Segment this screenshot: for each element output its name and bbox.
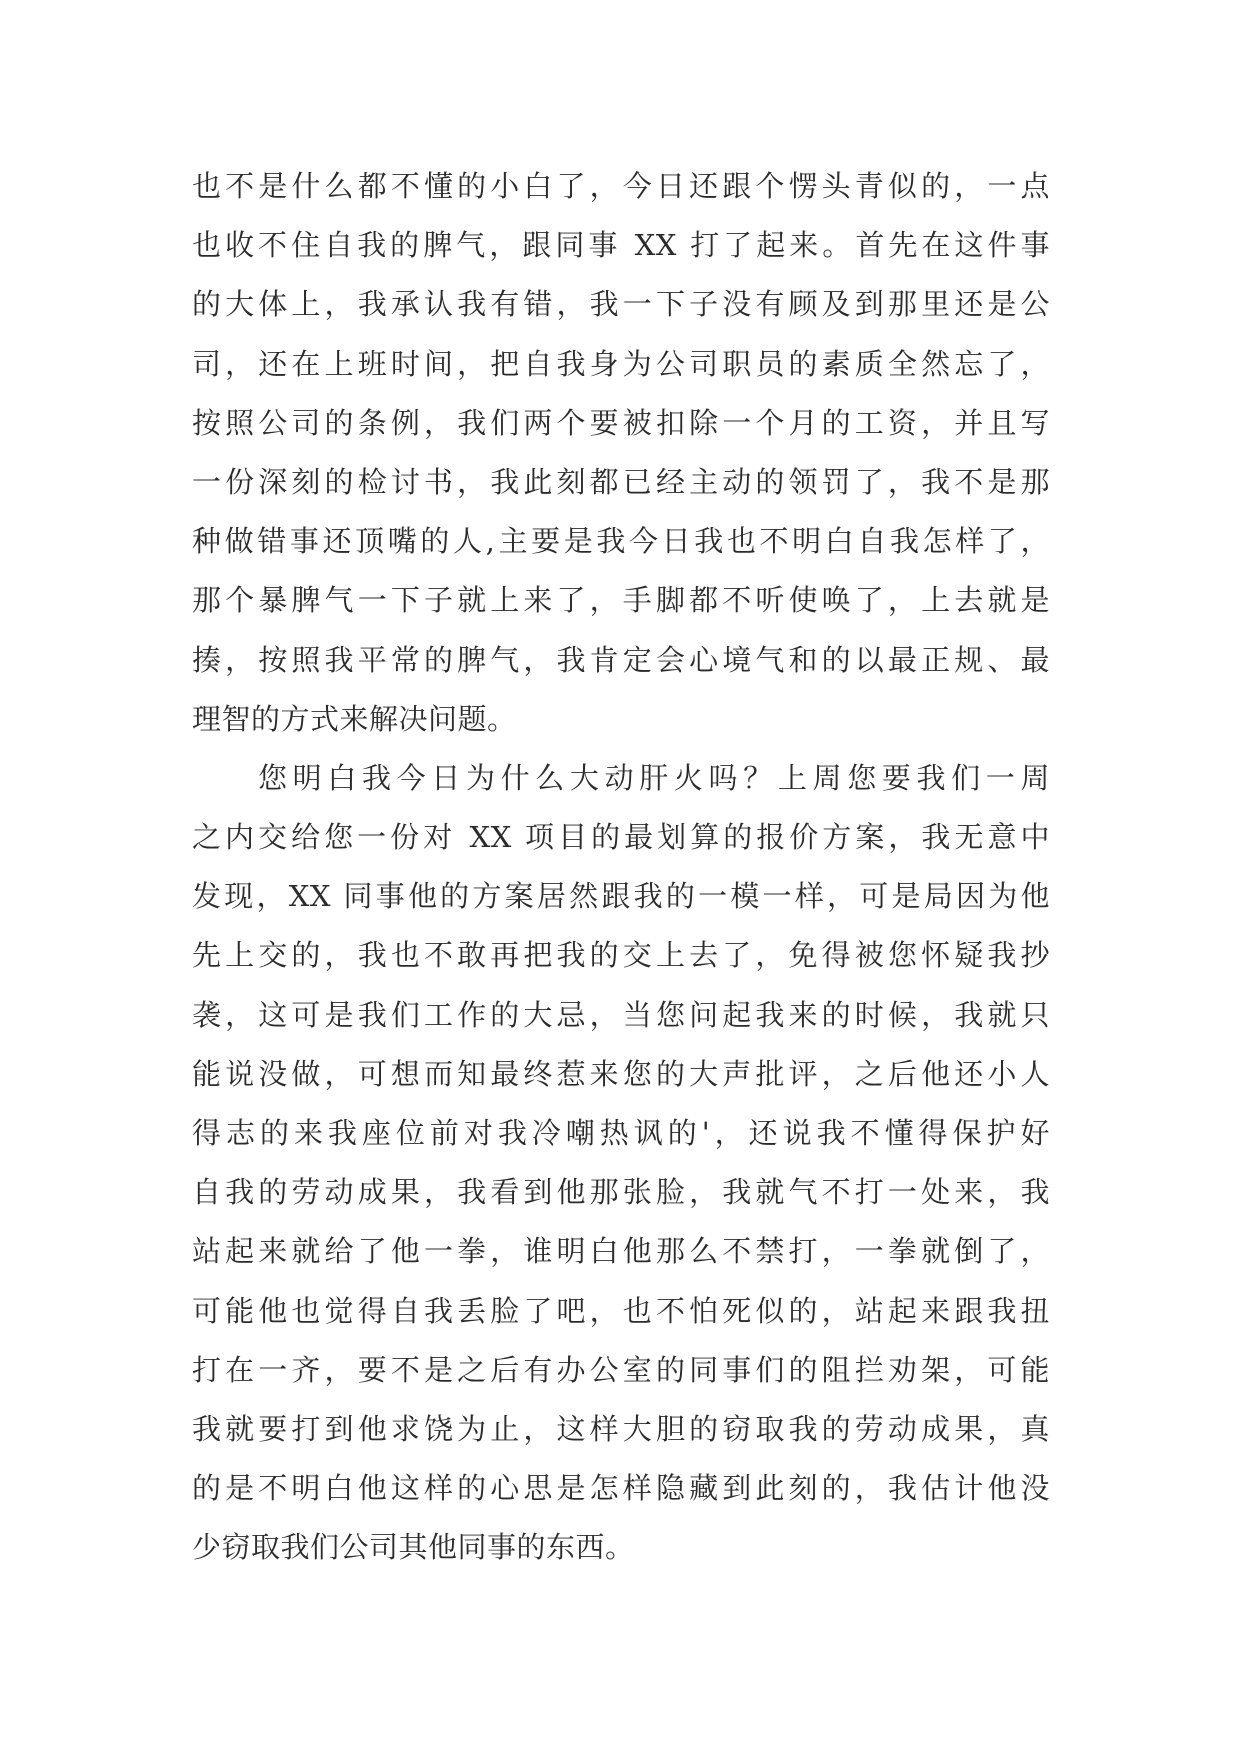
paragraph-2-line-4: 先上交的，我也不敢再把我的交上去了，免得被您怀疑我抄 bbox=[192, 938, 1050, 973]
paragraph-2-line-13: 的是不明白他这样的心思是怎样隐藏到此刻的，我估计他没 bbox=[192, 1471, 1050, 1506]
paragraph-2-line-10: 可能他也觉得自我丢脸了吧，也不怕死似的，站起来跟我扭 bbox=[192, 1293, 1050, 1328]
paragraph-1-line-10: 理智的方式来解决问题。 bbox=[192, 701, 517, 736]
paragraph-2-line-9: 站起来就给了他一拳，谁明白他那么不禁打，一拳就倒了， bbox=[192, 1234, 1050, 1269]
paragraph-1-line-9: 揍，按照我平常的脾气，我肯定会心境气和的以最正规、最 bbox=[192, 642, 1050, 677]
paragraph-2-line-3: 发现，XX 同事他的方案居然跟我的一模一样，可是局因为他 bbox=[192, 879, 1050, 914]
paragraph-2-line-7: 得志的来我座位前对我冷嘲热讽的'，还说我不懂得保护好 bbox=[192, 1116, 1050, 1150]
paragraph-2-line-12: 我就要打到他求饶为止，这样大胆的窃取我的劳动成果，真 bbox=[192, 1411, 1050, 1446]
paragraph-1-line-5: 按照公司的条例，我们两个要被扣除一个月的工资，并且写 bbox=[192, 405, 1050, 440]
paragraph-1-line-8: 那个暴脾气一下子就上来了，手脚都不听使唤了，上去就是 bbox=[192, 583, 1050, 618]
paragraph-2-line-1: 您明白我今日为什么大动肝火吗？上周您要我们一周 bbox=[258, 760, 1050, 795]
paragraph-2-line-14: 少窃取我们公司其他同事的东西。 bbox=[192, 1530, 635, 1565]
paragraph-1-line-1: 也不是什么都不懂的小白了，今日还跟个愣头青似的，一点 bbox=[192, 169, 1050, 203]
document-body bbox=[192, 157, 1050, 1578]
paragraph-2-line-8: 自我的劳动成果，我看到他那张脸，我就气不打一处来，我 bbox=[192, 1175, 1050, 1210]
paragraph-1-line-6: 一份深刻的检讨书，我此刻都已经主动的领罚了，我不是那 bbox=[192, 464, 1050, 499]
paragraph-2-line-2: 之内交给您一份对 XX 项目的最划算的报价方案，我无意中 bbox=[192, 820, 1050, 855]
paragraph-1-line-3: 的大体上，我承认我有错，我一下子没有顾及到那里还是公 bbox=[192, 287, 1050, 322]
paragraph-1-line-2: 也收不住自我的脾气，跟同事 XX 打了起来。首先在这件事 bbox=[192, 228, 1050, 263]
paragraph-2-line-5: 袭，这可是我们工作的大忌，当您问起我来的时候，我就只 bbox=[192, 997, 1050, 1032]
paragraph-2-line-6: 能说没做，可想而知最终惹来您的大声批评，之后他还小人 bbox=[192, 1056, 1050, 1091]
paragraph-1-line-7: 种做错事还顶嘴的人,主要是我今日我也不明白自我怎样了， bbox=[192, 524, 1050, 559]
paragraph-2-line-11: 打在一齐，要不是之后有办公室的同事们的阻拦劝架，可能 bbox=[192, 1352, 1050, 1387]
paragraph-1-line-4: 司，还在上班时间，把自我身为公司职员的素质全然忘了， bbox=[192, 346, 1050, 381]
